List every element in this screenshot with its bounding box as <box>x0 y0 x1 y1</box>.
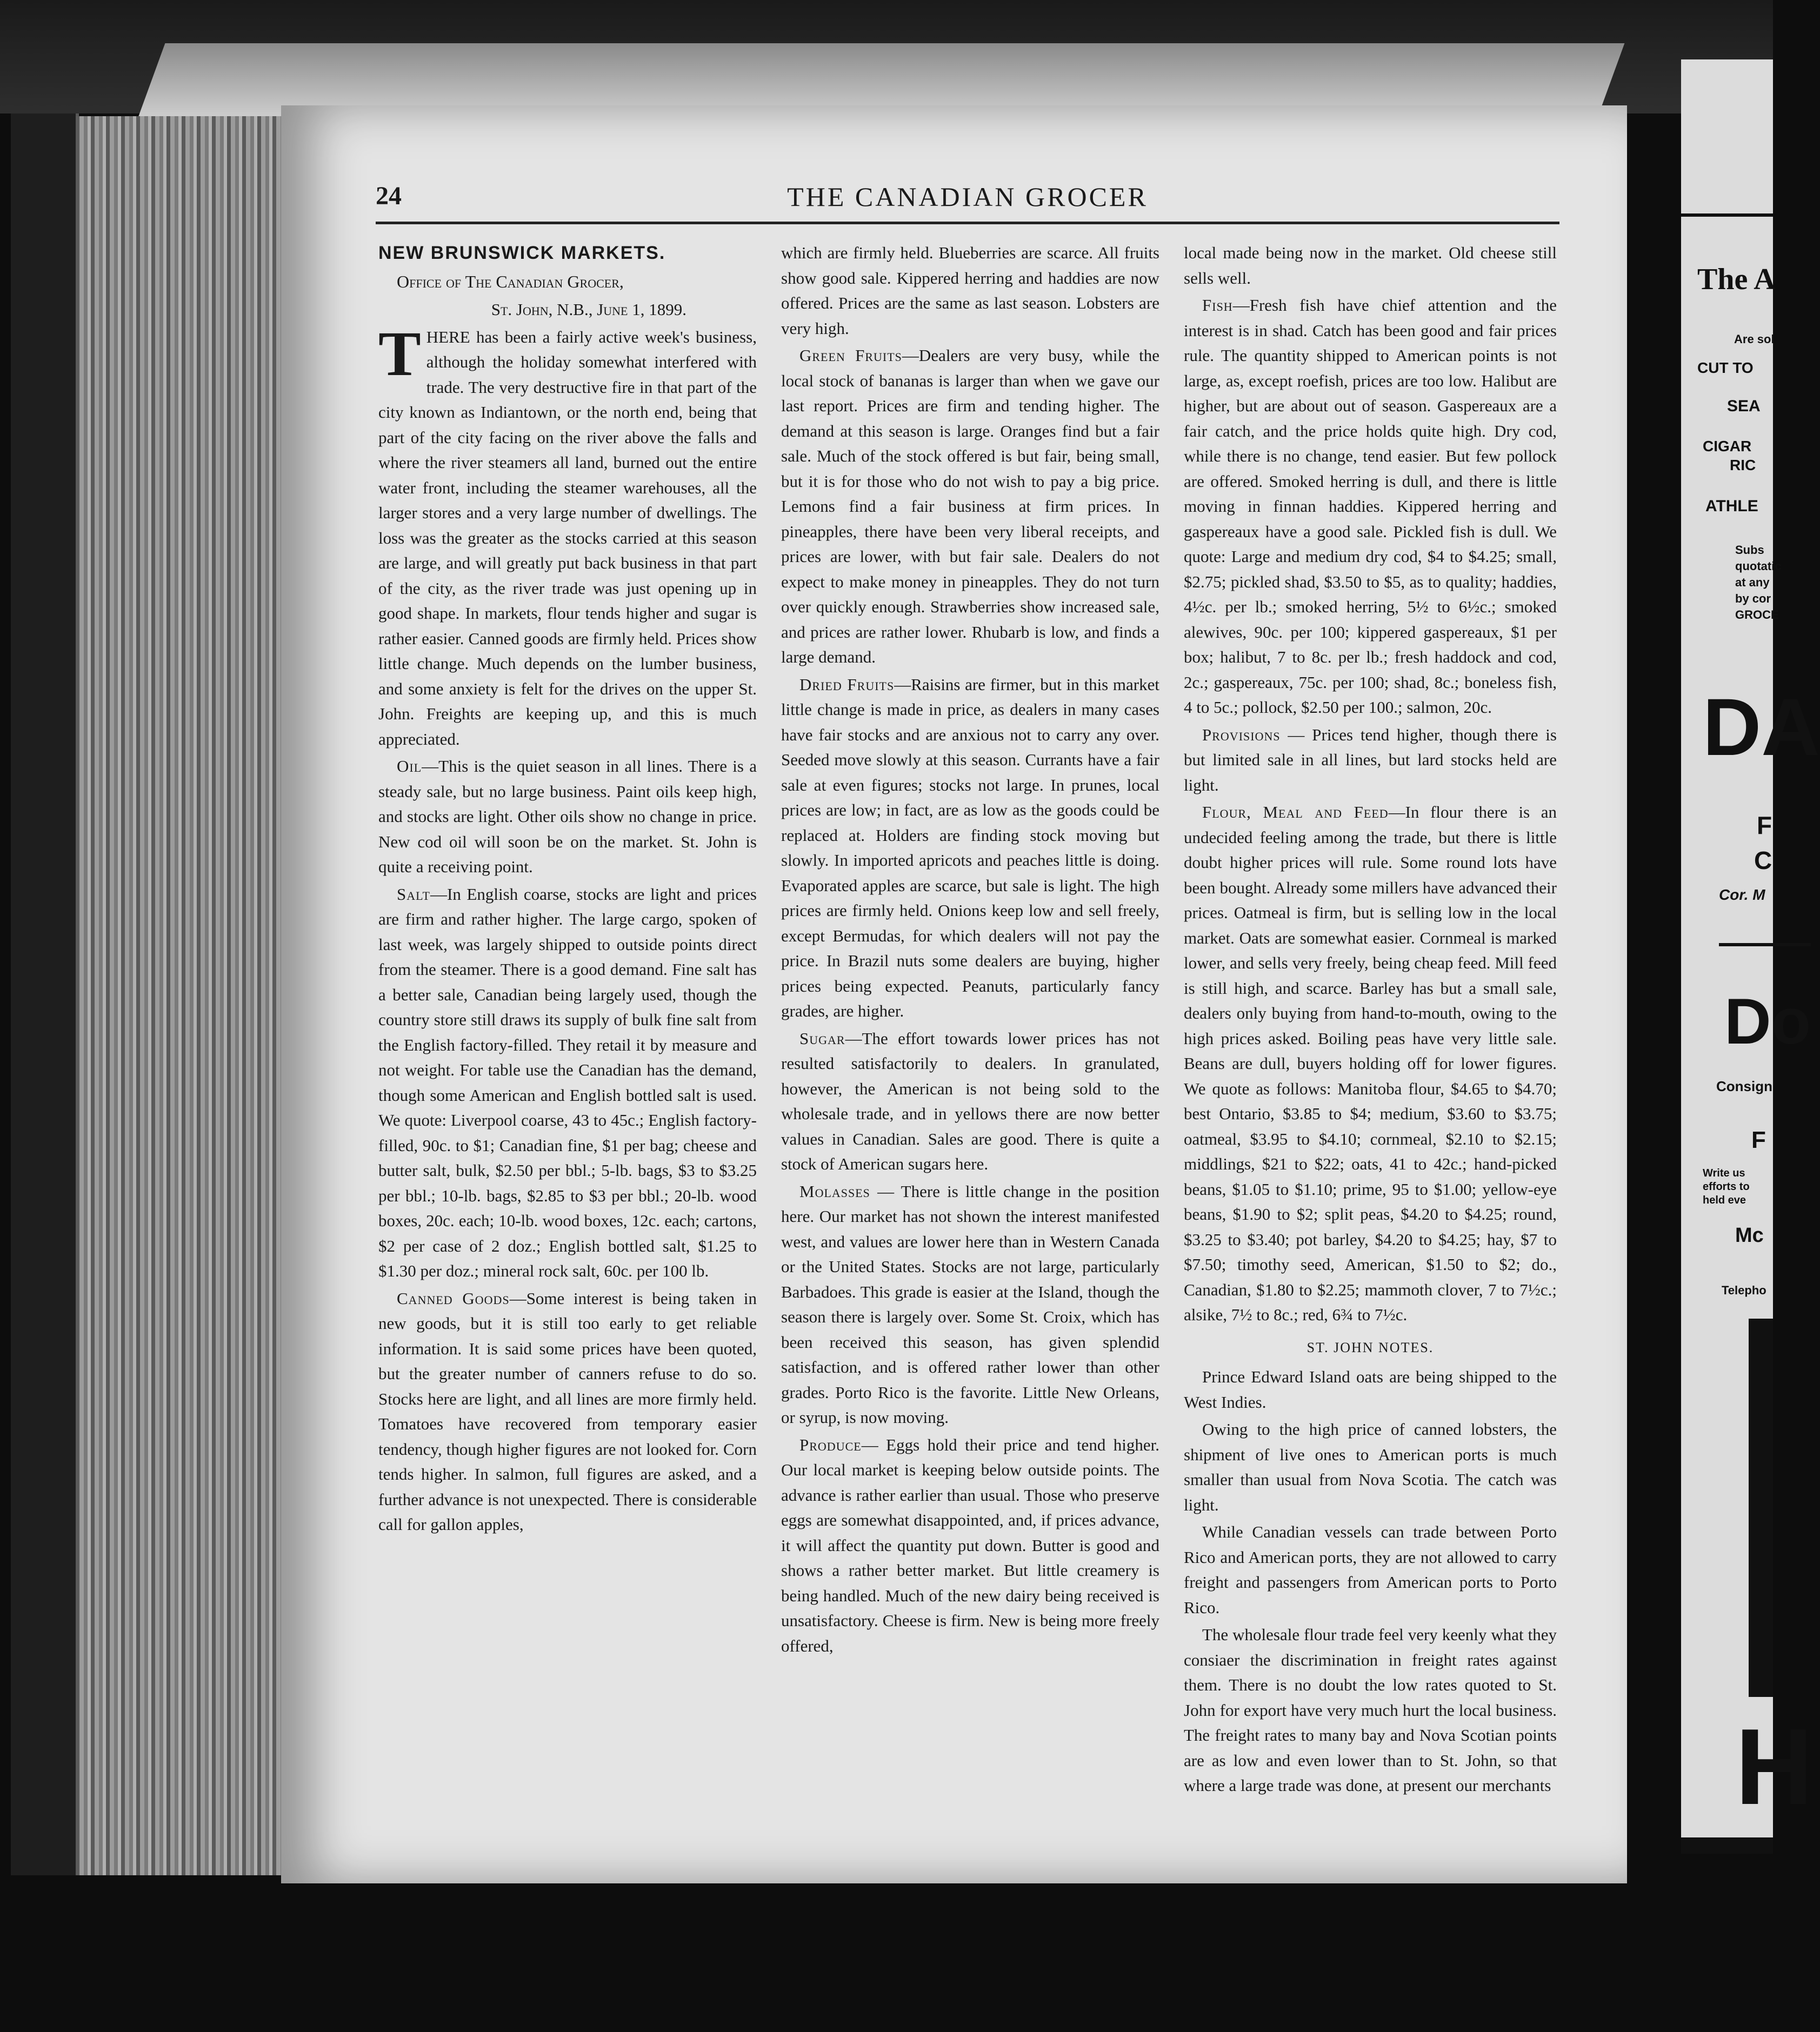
fish-heading: Fish <box>1202 296 1233 315</box>
adjacent-rule-mid <box>1719 943 1811 946</box>
column-2 <box>781 240 1159 1661</box>
adjacent-text: F <box>1751 1127 1766 1153</box>
adjacent-text: Subs <box>1735 543 1764 557</box>
adjacent-text: held eve <box>1703 1194 1746 1206</box>
drop-cap: T <box>378 318 421 389</box>
fish-paragraph <box>1184 293 1557 720</box>
oil-text: —This is the quiet season in all lines. There is a steady sale, but no large business. Paint oils keep high, and stocks are light. Other oils show no change in price. New cod oil will soon be on the market. St. John is quite a receiving point. <box>378 757 757 876</box>
adjacent-text: Are sol <box>1734 332 1775 346</box>
adjacent-text: Cor. M <box>1719 886 1765 903</box>
adjacent-text: quotatic <box>1735 559 1782 573</box>
canned-goods-heading: Canned Goods <box>397 1288 510 1308</box>
adjacent-text: C <box>1754 846 1772 874</box>
article-headline: NEW BRUNSWICK MARKETS. <box>378 243 666 263</box>
header-rule <box>376 222 1559 224</box>
adjacent-text: GROCE <box>1735 608 1779 621</box>
adjacent-text: Telepho <box>1722 1284 1766 1297</box>
flour-paragraph <box>1184 800 1557 1328</box>
note-3: While Canadian vessels can trade between Porto Rico and American ports, they are not allowed to carry freight and passengers from American ports to Porto Rico. <box>1184 1522 1557 1617</box>
adjacent-text: RIC <box>1730 457 1756 473</box>
sugar-text: —The effort towards lower prices has not resulted satisfactorily to dealers. In granulated, however, the American is not being sold to the wholesale trade, and in yellows there are now better values in Canadian. Sales are good. There is quite a stock of American sugars here. <box>781 1028 1159 1173</box>
adjacent-illustration <box>1749 1319 1773 1697</box>
produce-text: — Eggs hold their price and tend higher. Our local market is keeping below outside points. The advance is rather earlier than usual. Those who preserve eggs are somewhat disappointed, and, if prices advance, it will affect the quantity put down. Butter is good and shows a rather better market. But little creamery is being handled. Much of the new dairy being received is unsatisfactory. Cheese is firm. New is being more freely offered, <box>781 1435 1159 1655</box>
publication-title: THE CANADIAN GROCER <box>787 182 1148 212</box>
salt-heading: Salt <box>397 884 430 904</box>
sugar-paragraph <box>781 1026 1159 1177</box>
adjacent-rule-top <box>1681 213 1773 217</box>
adjacent-text: ATHLE <box>1705 497 1758 515</box>
newspaper-page <box>281 105 1627 1883</box>
molasses-text: — There is little change in the position here. Our market has not shown the interest manifested west, and values are lower here than in Western Canada or the United States. Stocks are not large, particularly Barbadoes. This grade is easier at the Island, though the season there is largely over. Some St. Croix, which has been received this season, has given splendid satisfaction, and is offered rather lower than other grades. Porto Rico is the favorite. Little New Orleans, or syrup, is now moving. <box>781 1181 1159 1427</box>
salt-text: —In English coarse, stocks are light and prices are firm and rather higher. The large cargo, spoken of last week, was largely shipped to outside points direct from the steamer. There is a good demand. Fine salt has a better sale, Canadian being largely used, though the country store still draws its supply of bulk fine salt from the English factory-filled. They retail it by measure and not weight. For table use the Canadian has the demand, though some American and English bottled salt is used. We quote: Liverpool coarse, 43 to 45c.; English factory-filled, 90c. to $1; Canadian fine, $1 per bag; cheese and butter salt, bulk, $2.50 per bbl.; 5-lb. bags, $3 to $3.25 per bbl.; 10-lb. bags, $2.85 to $3 per bbl.; 20-lb. wood boxes, 20c. each; 10-lb. wood boxes, 12c. each; cartons, $2 per case of 2 doz.; English bottled salt, $1.25 to $1.30 per doz.; mineral rock salt, 60c. per 100 lb. <box>378 884 757 1280</box>
column-3-continuation: local made being now in the market. Old cheese still sells well. <box>1184 243 1557 288</box>
intro-text: HERE has been a fairly active week's business, although the holiday somewhat interfered with trade. The very destructive fire in that part of the city known as Indiantown, or the north end, being that part of the city facing on the river above the falls and where the river steamers all land, burned out the entire water front, including the steamer warehouses, all the larger stores and a very large number of dwellings. The loss was the greater as the stocks carried at this season are large, and will greatly put back business in that part of the city, as the river trade was just opening up in good shape. In markets, flour tends higher and sugar is rather easier. Canned goods are firmly held. Prices show little change. Much depends on the lumber business, and some anxiety is felt for the drives on the upper St. John. Freights are keeping up, and this is much appreciated. <box>378 327 757 748</box>
article-dateline: St. John, N.B., June 1, 1899. <box>491 300 686 319</box>
adjacent-text: CIGAR <box>1703 438 1752 454</box>
dried-fruits-paragraph <box>781 672 1159 1024</box>
adjacent-text: The A <box>1697 263 1776 296</box>
adjacent-text: Write us <box>1703 1167 1745 1179</box>
flour-heading: Flour, Meal and Feed <box>1202 803 1389 821</box>
oil-paragraph <box>378 754 757 880</box>
adjacent-bottom-edge <box>1681 1837 1773 1854</box>
adjacent-text: by cor <box>1735 592 1771 605</box>
adjacent-text: SEA <box>1727 397 1761 415</box>
adjacent-text: H <box>1735 1707 1814 1827</box>
adjacent-text: Do <box>1724 985 1811 1058</box>
provisions-heading: Provisions <box>1202 725 1281 744</box>
page-number: 24 <box>376 182 402 210</box>
adjacent-text: Consign <box>1716 1078 1772 1094</box>
adjacent-text: DA <box>1703 681 1820 772</box>
intro-paragraph <box>378 318 757 752</box>
column-1 <box>378 240 757 1540</box>
canned-goods-text: —Some interest is being taken in new goods, but it is still too early to get reliable information. It is said some prices have been quoted, but the greater number of canners refuse to do so. Stocks here are light, and all lines are more firmly held. Tomatoes have recovered from temporary easier tendency, though higher figures are not looked for. Corn tends higher. In salmon, full figures are asked, and a further advance is not unexpected. There is considerable call for gallon apples, <box>378 1288 757 1534</box>
green-fruits-heading: Green Fruits <box>799 346 902 365</box>
dried-fruits-text: —Raisins are firmer, but in this market little change is made in price, as dealers in many cases have fair stocks and are anxious not to carry any over. Seeded move slowly at this season. Currants have a fair sale at even figures; stocks not large. In prunes, local prices are low; in fact, are as low as the goods could be replaced at. Holders are finding stock moving but slowly. In imported apricots and peaches little is doing. Evaporated apples are scarce, but sale is light. The high prices are firmly held. Onions keep low and sell freely, except Bermudas, for which dealers will not pay the price. In Brazil nuts some dealers are buying, higher prices being expected. Peanuts, particularly fancy grades, are higher. <box>781 674 1159 1020</box>
produce-paragraph <box>781 1433 1159 1659</box>
flour-text: —In flour there is an undecided feeling among the trade, but there is little doubt higher prices will rule. Some round lots have been bought. Already some millers have advanced their prices. Oatmeal is firm, but is selling low in the local market. Oats are somewhat easier. Cornmeal is marked lower, and sells very freely, being cheap feed. Mill feed is still high, and scarce. Barley has but a small sale, dealers only buying from hand-to-mouth, owing to the high prices asked. Boiling peas have very little sale. Beans are dull, buyers holding off for lower figures. We quote as follows: Manitoba flour, $4.65 to $4.70; best Ontario, $3.85 to $4; medium, $3.60 to $3.75; oatmeal, $3.95 to $4.10; cornmeal, $2.10 to $2.15; middlings, $21 to $22; oats, 41 to 42c.; hand-picked beans, $1.05 to $1.10; prime, 95 to $1.00; yellow-eye beans, $1.90 to $2; split peas, $4.20 to $4.25; round, $3.25 to $3.40; pot barley, $4.20 to $4.25; hay, $7 to $7.50; timothy seed, American, $1.50 to $2; do., Canadian, $1.80 to $2.25; mammoth clover, 7 to 7½c.; alsike, 7½ to 8c.; red, 6¾ to 7½c. <box>1184 803 1557 1324</box>
salt-paragraph <box>378 882 757 1284</box>
book-spine <box>11 113 79 1875</box>
note-2: Owing to the high price of canned lobsters, the shipment of live ones to American ports is much smaller than usual from Nova Scotia. The catch was light. <box>1184 1420 1557 1514</box>
molasses-heading: Molasses <box>799 1181 870 1201</box>
green-fruits-text: —Dealers are very busy, while the local stock of bananas is larger than when we gave our last report. Prices are firm and tending higher. The demand at this season is large. Oranges find but a fair sale. Much of the stock offered is but fair, being small, but it is for those who do not wish to pay a big price. Lemons find a fair business at firm prices. In pineapples, there have been very liberal receipts, and prices are lower, with but fair sale. Dealers do not expect to make money in pineapples. They do not turn over quickly enough. Strawberries show increased sale, and prices are rather lower. Rhubarb is low, and finds a large demand. <box>781 346 1159 666</box>
canned-goods-paragraph <box>378 1286 757 1538</box>
column-3 <box>1184 240 1557 1801</box>
adjacent-text: Mc <box>1735 1224 1764 1247</box>
note-1: Prince Edward Island oats are being shipped to the West Indies. <box>1184 1367 1557 1412</box>
dried-fruits-heading: Dried Fruits <box>799 674 895 694</box>
page-header <box>376 181 1559 224</box>
article-office-line: Office of The Canadian Grocer, <box>397 271 624 291</box>
molasses-paragraph <box>781 1179 1159 1431</box>
page-stack-edges <box>76 116 281 1875</box>
adjacent-text: F <box>1757 811 1772 839</box>
oil-heading: Oil <box>397 757 422 776</box>
provisions-text: — Prices tend higher, though there is but limited sale in all lines, but lard stocks held are light. <box>1184 725 1557 794</box>
sugar-heading: Sugar <box>799 1028 845 1048</box>
provisions-paragraph <box>1184 723 1557 798</box>
adjacent-page-fragment <box>1681 59 1820 1848</box>
column-2-continuation: which are firmly held. Blueberries are scarce. All fruits show good sale. Kippered herring and haddies are now offered. Prices are the same as last season. Lobsters are very high. <box>781 243 1159 338</box>
fish-text: —Fresh fish have chief attention and the interest is in shad. Catch has been good and fair prices rule. The quantity shipped to American points is not large, as, except roefish, prices are too low. Halibut are higher, but are about out of season. Gaspereaux are a fair catch, and the price holds quite high. Dry cod, while there is no change, tend easier. But few pollock are offered. Smoked herring is dull, and there is little moving in finnan haddies. Kippered herring and gaspereaux have a good sale. Pickled fish is dull. We quote: Large and medium dry cod, $4 to $4.25; small, $2.75; pickled shad, $3.50 to $5, as to quality; haddies, 4½c. per lb.; smoked herring, 5½ to 6½c.; smoked alewives, 90c. per 100; kippered gaspereaux, $1 per box; halibut, 7 to 8c. per lb.; fresh haddock and cod, 2c.; gaspereaux, 75c. per 100; shad, 8c.; boneless fish, 4 to 5c.; pollock, $2.50 per 100.; salmon, 20c. <box>1184 296 1557 717</box>
notes-heading: ST. JOHN NOTES. <box>1306 1339 1434 1355</box>
note-4: The wholesale flour trade feel very keenly what they consiaer the discrimination in freight rates against them. There is no doubt the low rates quoted to St. John for export have very much hurt the local business. The freight rates to many bay and Nova Scotian points are as low and even lower than to St. John, so that where a large trade was done, at present our merchants <box>1184 1625 1557 1795</box>
adjacent-text: efforts to <box>1703 1181 1750 1193</box>
green-fruits-paragraph <box>781 343 1159 670</box>
produce-heading: Produce <box>799 1435 862 1454</box>
adjacent-text: at any <box>1735 576 1770 589</box>
adjacent-text: CUT TO <box>1697 359 1754 376</box>
